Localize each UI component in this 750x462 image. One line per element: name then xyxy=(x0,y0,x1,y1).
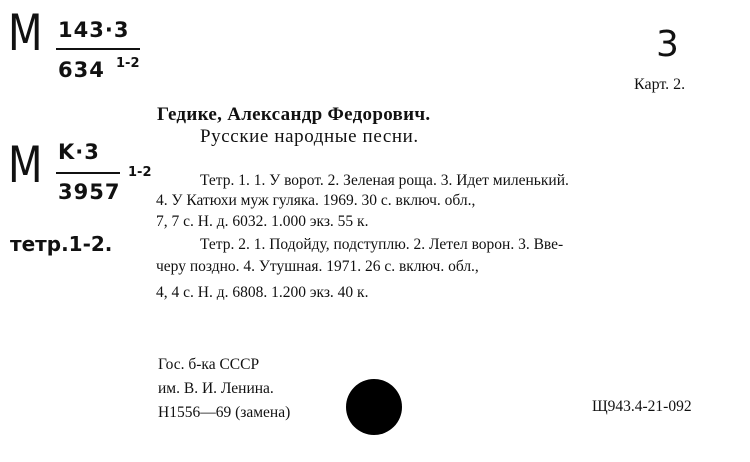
shelfmark-1-sup: 1-2 xyxy=(116,56,140,71)
shelfmark-1-fraction-line xyxy=(56,48,140,50)
volume-2-line-3: 4, 4 с. Н. д. 6808. 1.200 экз. 40 к. xyxy=(156,284,369,301)
shelfmark-2-letter: M xyxy=(8,136,43,194)
shelfmark-1-letter: M xyxy=(8,4,43,62)
card-number: Карт. 2. xyxy=(634,76,686,93)
handwritten-note: тетр.1-2. xyxy=(10,232,113,256)
shelfmark-2-top: K·3 xyxy=(58,140,100,164)
shelfmark-1-bottom: 634 xyxy=(58,58,105,82)
shelfmark-2-bottom: 3957 xyxy=(58,180,121,204)
shelfmark-2-sup: 1-2 xyxy=(128,165,152,180)
library-line-2: им. В. И. Ленина. xyxy=(158,380,274,397)
card-mark: 3 xyxy=(656,24,679,65)
shelfmark-2-fraction-line xyxy=(56,172,120,174)
library-line-3: Н1556—69 (замена) xyxy=(158,404,291,421)
shelfmark-1-top: 143·3 xyxy=(58,18,130,42)
work-title: Русские народные песни. xyxy=(200,126,419,147)
volume-1-line-1: Тетр. 1. 1. У ворот. 2. Зеленая роща. 3. Идет миленький. xyxy=(200,172,569,189)
classification-code: Щ943.4-21-092 xyxy=(592,398,692,415)
volume-2-line-1: Тетр. 2. 1. Подойду, подступлю. 2. Летел ворон. 3. Вве- xyxy=(200,236,564,253)
volume-1-line-3: 7, 7 с. Н. д. 6032. 1.000 экз. 55 к. xyxy=(156,213,369,230)
volume-2-line-2: черу поздно. 4. Утушная. 1971. 26 с. включ. обл., xyxy=(156,258,479,275)
volume-1-line-2: 4. У Катюхи муж гуляка. 1969. 30 с. включ. обл., xyxy=(156,192,476,209)
author-heading: Гедике, Александр Федорович. xyxy=(157,104,431,125)
punch-hole xyxy=(346,379,402,435)
library-line-1: Гос. б-ка СССР xyxy=(158,356,260,373)
